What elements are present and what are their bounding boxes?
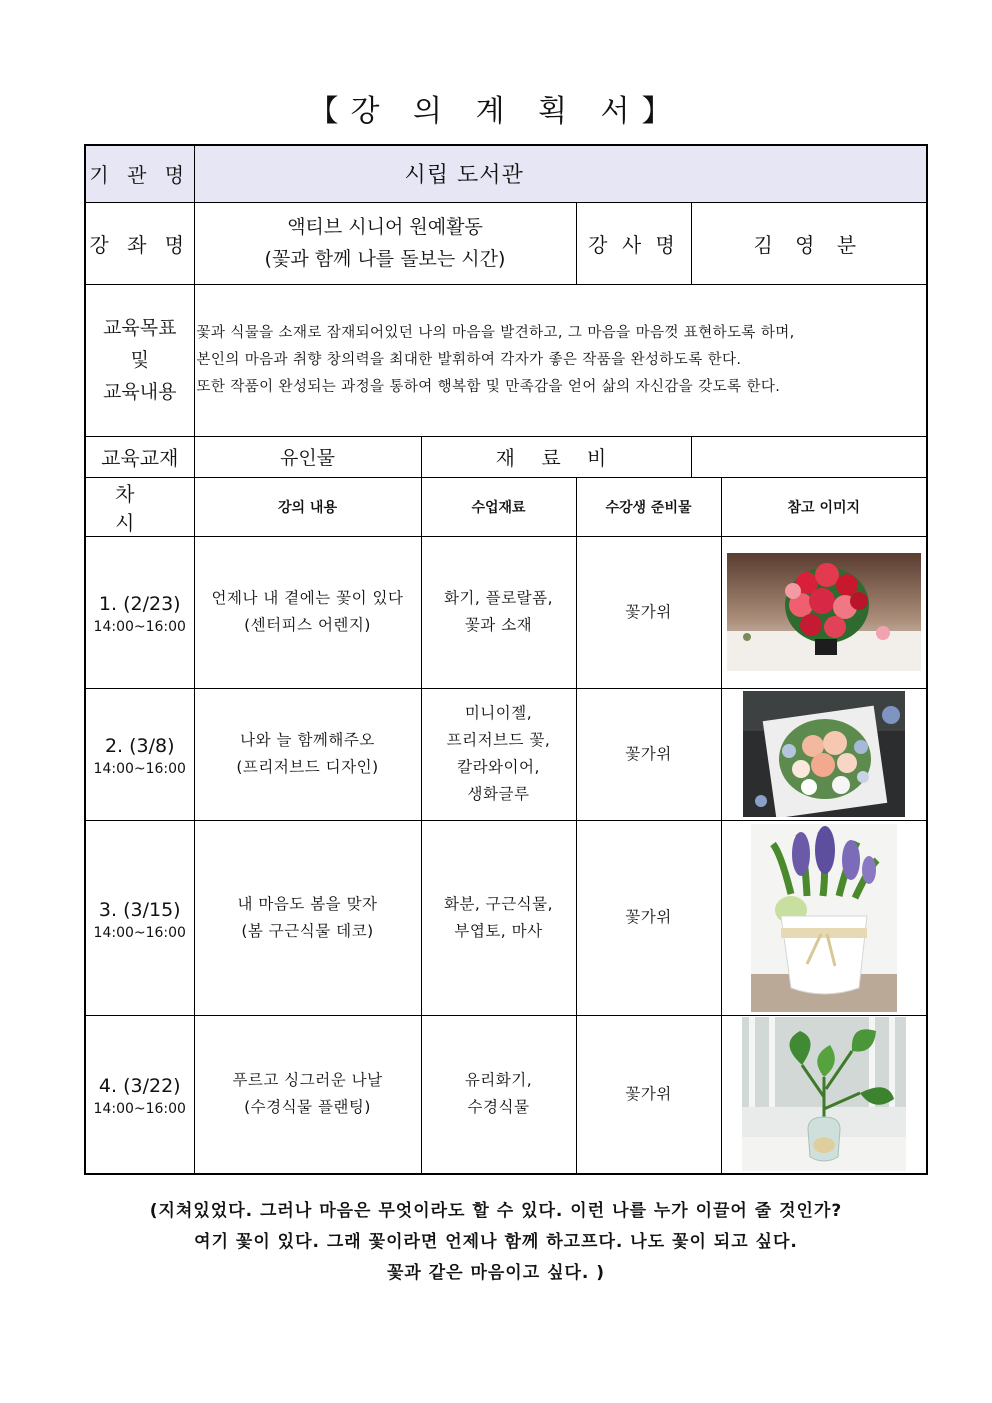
- session-time: 14:00~16:00: [93, 619, 186, 635]
- session-row: [85, 536, 927, 688]
- session-number-cell: [85, 1015, 194, 1174]
- session-time: 14:00~16:00: [93, 1101, 186, 1118]
- session-reference-image-cell: [721, 688, 927, 820]
- goals-row: [85, 284, 927, 436]
- session-content: [194, 820, 421, 1015]
- session-time: 14:00~16:00: [93, 924, 186, 941]
- closing-note-line3: 꽃과 같은 마음이고 싶다. ): [386, 1263, 606, 1283]
- session-reference-image-cell: [721, 820, 927, 1015]
- session-material-item: 화기, 플로랄폼,: [443, 589, 554, 607]
- goals-line1: 꽃과 식물을 소재로 잠재되어있던 나의 마음을 발견하고, 그 마음을 마음껏 표현하도록 하며,: [196, 324, 795, 341]
- session-material-item: 부엽토, 마사: [454, 921, 543, 940]
- header-reference: 참고 이미지: [721, 477, 927, 536]
- document-title: 【강 의 계 획 서】: [308, 94, 684, 129]
- session-prep: 꽃가위: [576, 536, 721, 688]
- session-number: 2. (3/8): [104, 735, 175, 757]
- session-materials: [421, 1015, 576, 1174]
- preserved-flower-frame-image: [743, 691, 905, 817]
- session-content: [194, 688, 421, 820]
- instructor-label: 강 사 명: [576, 202, 691, 284]
- session-number: 1. (2/23): [98, 593, 181, 615]
- session-material-item: 생화글루: [467, 785, 530, 803]
- goals-text: [194, 284, 927, 436]
- course-name-line2: (꽃과 함께 나를 돌보는 시간): [264, 248, 506, 270]
- goals-label-line2: 및: [130, 349, 149, 371]
- red-flower-centerpiece-image: [727, 553, 921, 671]
- session-content-line2: (프리저브드 디자인): [236, 758, 379, 776]
- session-material-item: 유리화기,: [464, 1071, 533, 1090]
- goals-line2: 본인의 마음과 취향 창의력을 최대한 발휘하여 각자가 좋은 작품을 완성하도록 한다.: [196, 351, 742, 368]
- session-row: [85, 688, 927, 820]
- session-content-line2: (수경식물 플랜팅): [244, 1098, 371, 1117]
- session-number-cell: [85, 536, 194, 688]
- instructor-name: 김 영 분: [691, 202, 927, 284]
- session-materials: [421, 820, 576, 1015]
- hyacinth-pot-image: [751, 824, 897, 1012]
- organization-label: 기 관 명: [85, 145, 194, 202]
- session-number: 3. (3/15): [98, 898, 181, 921]
- organization-value: 시립 도서관: [194, 145, 927, 202]
- session-material-item: 꽃과 소재: [464, 616, 533, 634]
- goals-label: [85, 284, 194, 436]
- session-row: [85, 1015, 927, 1174]
- course-name: [194, 202, 576, 284]
- session-materials: [421, 688, 576, 820]
- session-prep: 꽃가위: [576, 1015, 721, 1174]
- session-prep: 꽃가위: [576, 820, 721, 1015]
- goals-line3: 또한 작품이 완성되는 과정을 통하여 행복함 및 만족감을 얻어 삶의 자신감을 갖도록 한다.: [196, 378, 781, 395]
- header-student-prep: 수강생 준비물: [576, 477, 721, 536]
- closing-note-line2: 여기 꽃이 있다. 그래 꽃이라면 언제나 함께 하고프다. 나도 꽃이 되고 싶다.: [194, 1232, 798, 1252]
- session-materials: [421, 536, 576, 688]
- goals-label-line1: 교육목표: [103, 317, 177, 339]
- session-content: [194, 1015, 421, 1174]
- session-number: 4. (3/22): [98, 1075, 181, 1098]
- session-time: 14:00~16:00: [93, 761, 186, 777]
- materials-value: 유인물: [194, 436, 421, 477]
- course-name-line1: 액티브 시니어 원예활동: [287, 216, 483, 238]
- session-number-cell: [85, 820, 194, 1015]
- header-class-materials: 수업재료: [421, 477, 576, 536]
- session-content-line1: 내 마음도 봄을 맞자: [237, 894, 378, 913]
- schedule-header-row: [85, 477, 927, 536]
- lecture-plan-table: [84, 144, 928, 1175]
- session-content-line2: (봄 구근식물 데코): [241, 921, 374, 940]
- session-material-item: 수경식물: [467, 1098, 530, 1117]
- closing-note: [0, 1196, 992, 1289]
- materials-row: [85, 436, 927, 477]
- hydroponic-plant-glass-image: [742, 1017, 906, 1171]
- session-material-item: 칼라와이어,: [457, 758, 540, 776]
- course-row: [85, 202, 927, 284]
- fee-label: 재 료 비: [421, 436, 691, 477]
- session-content-line1: 푸르고 싱그러운 나날: [232, 1071, 383, 1090]
- course-label: 강 좌 명: [85, 202, 194, 284]
- session-reference-image-cell: [721, 536, 927, 688]
- session-number-cell: [85, 688, 194, 820]
- header-session: 차 시: [85, 477, 194, 536]
- session-material-item: 화분, 구근식물,: [443, 894, 554, 913]
- session-prep: 꽃가위: [576, 688, 721, 820]
- header-content: 강의 내용: [194, 477, 421, 536]
- session-content-line1: 나와 늘 함께해주오: [240, 731, 375, 749]
- session-content-line1: 언제나 내 곁에는 꽃이 있다: [211, 589, 404, 607]
- session-content-line2: (센터피스 어렌지): [244, 616, 371, 634]
- session-reference-image-cell: [721, 1015, 927, 1174]
- session-material-item: 미니이젤,: [464, 704, 533, 722]
- session-material-item: 프리저브드 꽃,: [446, 731, 551, 749]
- materials-label: 교육교재: [85, 436, 194, 477]
- fee-value: [691, 436, 927, 477]
- session-content: [194, 536, 421, 688]
- organization-row: [85, 145, 927, 202]
- closing-note-line1: (지쳐있었다. 그러나 마음은 무엇이라도 할 수 있다. 이런 나를 누가 이끌어 줄 것인가?: [149, 1201, 843, 1221]
- goals-label-line3: 교육내용: [103, 381, 177, 403]
- session-row: [85, 820, 927, 1015]
